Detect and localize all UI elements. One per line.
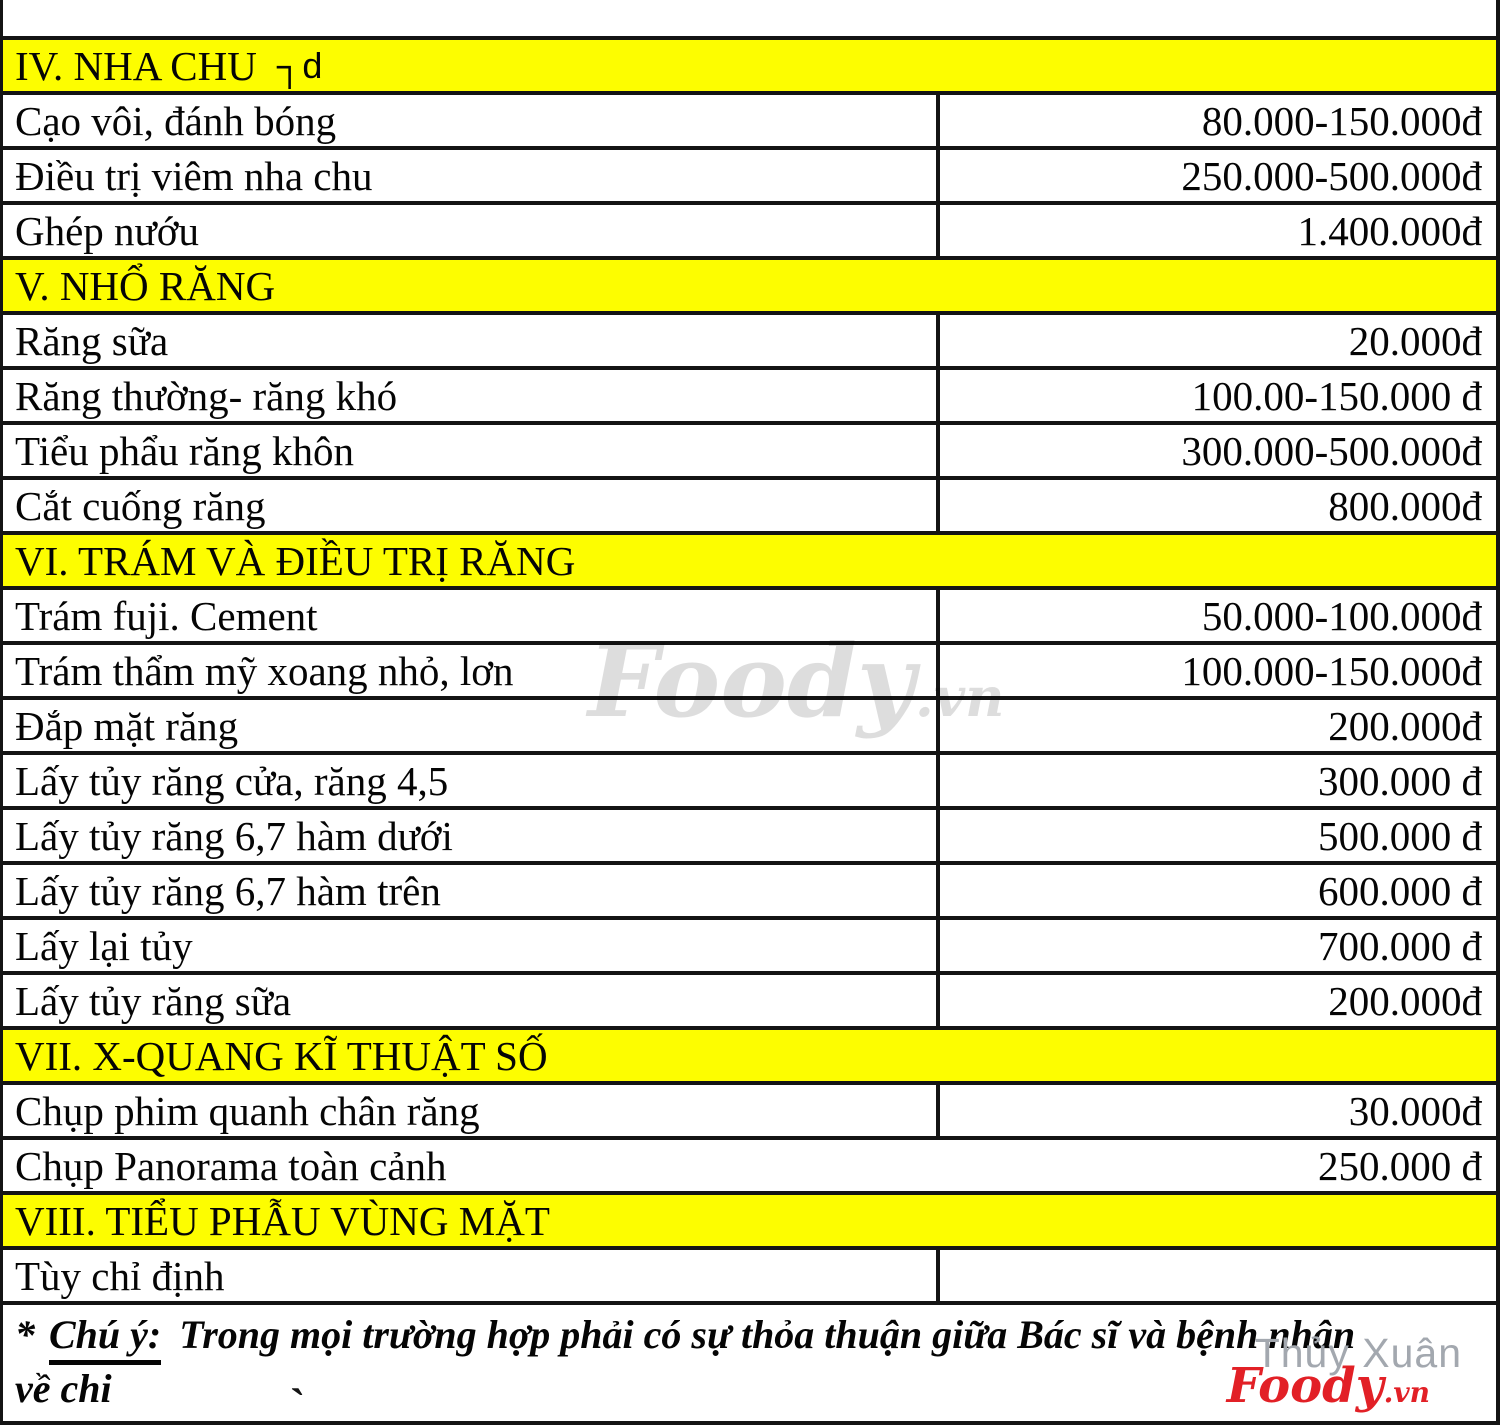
- section-title: V. NHỔ RĂNG: [15, 262, 276, 309]
- section-title: IV. NHA CHU: [15, 42, 257, 89]
- price-cell: 200.000đ: [1328, 977, 1482, 1024]
- price-cell: 250.000-500.000đ: [1181, 152, 1482, 199]
- service-name-cell: Lấy tủy răng 6,7 hàm dưới: [3, 810, 940, 861]
- stray-mark: ˋ: [290, 1379, 306, 1425]
- price-cell: 1.400.000đ: [1297, 207, 1482, 254]
- table-row: [3, 150, 1496, 205]
- section-header-viii: [3, 1195, 1496, 1250]
- foody-vn-suffix: .vn: [914, 665, 1005, 729]
- section-title: VIII. TIỂU PHẪU VÙNG MẶT: [15, 1197, 550, 1244]
- price-cell: 500.000 đ: [1318, 812, 1482, 859]
- note-line2: về chi: [15, 1366, 112, 1411]
- service-name-cell: Lấy tủy răng sữa: [3, 975, 940, 1026]
- service-name-cell: Trám thẩm mỹ xoang nhỏ, lơn: [3, 645, 940, 696]
- table-row-merged: [3, 1140, 1496, 1195]
- table-row: [3, 645, 1496, 700]
- service-name-cell: Răng thường- răng khó: [3, 370, 940, 421]
- service-name-cell: Trám fuji. Cement: [3, 590, 940, 641]
- service-name-cell: Chụp Panorama toàn cảnh: [15, 1142, 447, 1189]
- table-row: [3, 205, 1496, 260]
- table-row: [3, 755, 1496, 810]
- price-cell: 100.00-150.000 đ: [1191, 372, 1482, 419]
- price-cell: 50.000-100.000đ: [1201, 592, 1482, 639]
- price-cell: 800.000đ: [1328, 482, 1482, 529]
- price-cell: 80.000-150.000đ: [1201, 97, 1482, 144]
- table-row: [3, 810, 1496, 865]
- service-name-cell: Lấy tủy răng 6,7 hàm trên: [3, 865, 940, 916]
- table-row: [3, 1250, 1496, 1305]
- service-name-cell: Đắp mặt răng: [3, 700, 940, 751]
- service-name-cell: Tùy chỉ định: [3, 1250, 940, 1301]
- table-row: [3, 425, 1496, 480]
- table-row: [3, 1085, 1496, 1140]
- foody-logo-text: Foody: [588, 622, 915, 740]
- service-name-cell: Cạo vôi, đánh bóng: [3, 95, 940, 146]
- service-name-cell: Răng sữa: [3, 315, 940, 366]
- price-cell: 30.000đ: [1348, 1087, 1482, 1134]
- table-row-empty: [3, 0, 1496, 40]
- note-row: [3, 1305, 1496, 1425]
- table-row: [3, 700, 1496, 755]
- table-row: [3, 590, 1496, 645]
- header-artifact-text: ┐d: [276, 44, 323, 86]
- price-cell: 700.000 đ: [1318, 922, 1482, 969]
- price-cell: 20.000đ: [1348, 317, 1482, 364]
- note-marker: *: [15, 1312, 35, 1357]
- section-header-v: [3, 260, 1496, 315]
- foody-vn-suffix: .vn: [1383, 1376, 1430, 1409]
- note-title: Chú ý:: [49, 1311, 161, 1365]
- table-row: [3, 480, 1496, 535]
- price-cell: 200.000đ: [1328, 702, 1482, 749]
- price-cell: 600.000 đ: [1318, 867, 1482, 914]
- price-cell: 300.000 đ: [1318, 757, 1482, 804]
- table-row: [3, 865, 1496, 920]
- service-name-cell: Lấy tủy răng cửa, răng 4,5: [3, 755, 940, 806]
- table-row: [3, 95, 1496, 150]
- note-line1: Trong mọi trường hợp phải có sự thỏa thuận giữa Bác sĩ và bệnh nhân: [179, 1312, 1356, 1357]
- section-header-vii: [3, 1030, 1496, 1085]
- table-row: [3, 920, 1496, 975]
- table-row: [3, 975, 1496, 1030]
- service-name-cell: Chụp phim quanh chân răng: [3, 1085, 940, 1136]
- service-name-cell: Tiểu phẩu răng khôn: [3, 425, 940, 476]
- section-title: VII. X-QUANG KĨ THUẬT SỐ: [15, 1032, 548, 1079]
- service-name-cell: Cắt cuống răng: [3, 480, 940, 531]
- service-name-cell: Lấy lại tủy: [3, 920, 940, 971]
- service-name-cell: Ghép nướu: [3, 205, 940, 256]
- section-header-iv: [3, 40, 1496, 95]
- price-cell: 250.000 đ: [1318, 1142, 1482, 1189]
- table-row: [3, 370, 1496, 425]
- foody-logo-text: Foody: [1226, 1358, 1384, 1414]
- service-name-cell: Điều trị viêm nha chu: [3, 150, 940, 201]
- section-title: VI. TRÁM VÀ ĐIỀU TRỊ RĂNG: [15, 537, 576, 584]
- watermark-user-name: Thủy Xuân: [1254, 1330, 1462, 1376]
- section-header-vi: [3, 535, 1496, 590]
- price-cell: 100.000-150.000đ: [1181, 647, 1482, 694]
- table-row: [3, 315, 1496, 370]
- price-cell: 300.000-500.000đ: [1181, 427, 1482, 474]
